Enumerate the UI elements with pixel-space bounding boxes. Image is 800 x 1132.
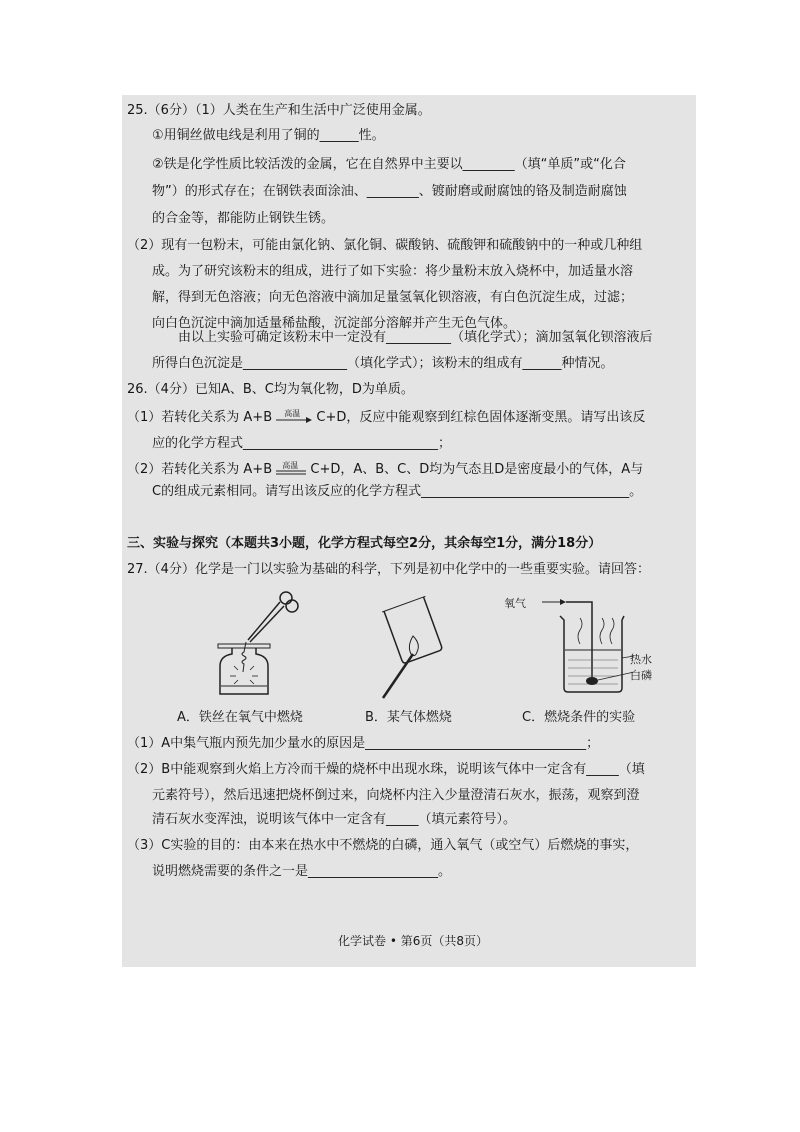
q25-line-4: 物”）的形式存在；在钢铁表面涂油、________、镀耐磨或耐腐蚀的铬及制造耐腐蚀 — [152, 184, 627, 199]
flame-icon — [409, 636, 418, 656]
condition-label-2: 高温 — [282, 460, 299, 470]
q26-line-4-start: （2）若转化关系为 A+B — [127, 462, 273, 477]
section-3-heading: 三、实验与探究（本题共3小题，化学方程式每空2分，其余每空1分，满分18分） — [127, 536, 602, 551]
iron-wire-icon — [242, 642, 246, 672]
q26-line-2-start: （1）若转化关系为 A+B — [127, 410, 273, 425]
steam-icon — [578, 618, 614, 644]
q26-line-2 — [127, 410, 645, 426]
q25-line-11: 所得白色沉淀是________________（填化学式）；该粉末的组成有______种情况。 — [152, 356, 614, 371]
q25-line-3: ②铁是化学性质比较活泼的金属，它在自然界中主要以________（填“单质”或“化合 — [152, 157, 626, 172]
label-oxygen: 氧气 — [504, 597, 526, 610]
figure-a-iron-wire-bottle — [210, 588, 300, 698]
q25-line-7: 成。为了研究该粉末的组成，进行了如下实验：将少量粉末放入烧杯中，加适量水溶 — [152, 264, 634, 279]
caption-a: A．铁丝在氧气中燃烧 — [177, 710, 303, 725]
q25-line-6: （2）现有一包粉末，可能由氯化钠、氯化铜、碳酸钠、硫酸钾和硫酸钠中的一种或几种组 — [127, 238, 643, 253]
arrow-icon — [276, 416, 312, 428]
q27-line-7: 说明燃烧需要的条件之一是____________________。 — [152, 864, 452, 879]
white-phosphorus-icon — [586, 677, 598, 685]
label-white-phosphorus: 白磷 — [630, 669, 652, 682]
q26-line-1: 26.（4分）已知A、B、C均为氧化物，D为单质。 — [127, 382, 414, 397]
q25-line-5: 的合金等，都能防止钢铁生锈。 — [152, 211, 335, 226]
gas-bottle-icon — [220, 648, 268, 694]
equal-sign-icon — [276, 468, 306, 480]
q25-line-8: 解，得到无色溶液；向无色溶液中滴加足量氢氧化钡溶液，有白色沉淀生成，过滤； — [152, 290, 634, 305]
reaction-equal-2 — [276, 460, 306, 476]
oxygen-tube-icon — [566, 602, 592, 678]
reaction-arrow-1 — [276, 408, 312, 424]
q26-line-5: C的组成元素相同。请写出该反应的化学方程式________________________________。 — [152, 484, 643, 499]
glass-plate-icon — [218, 644, 270, 648]
q27-line-3: （2）B中能观察到火焰上方冷而干燥的烧杯中出现水珠，说明该气体中一定含有_____（填 — [127, 762, 645, 777]
q26-line-4 — [127, 462, 643, 478]
caption-b: B．某气体燃烧 — [365, 710, 452, 725]
gas-tube-icon — [383, 654, 413, 698]
q27-line-1: 27.（4分）化学是一门以实验为基础的科学，下列是初中化学中的一些重要实验。请回答： — [127, 562, 650, 577]
label-hot-water: 热水 — [630, 653, 652, 666]
q26-line-2-end: C+D，反应中能观察到红棕色固体逐渐变黑。请写出该反 — [316, 410, 646, 425]
q25-line-1: 25.（6分）（1）人类在生产和生活中广泛使用金属。 — [127, 103, 431, 118]
q27-line-5: 清石灰水变浑浊，说明该气体中一定含有_____（填元素符号）。 — [152, 812, 517, 827]
q27-line-6: （3）C实验的目的：由本来在热水中不燃烧的白磷，通入氧气（或空气）后燃烧的事实， — [127, 838, 639, 853]
q26-line-3: 应的化学方程式______________________________； — [152, 436, 452, 451]
caption-c: C．燃烧条件的实验 — [522, 710, 636, 725]
q27-line-2: （1）A中集气瓶内预先加少量水的原因是__________________________________； — [127, 736, 600, 751]
sparks-icon — [230, 666, 258, 684]
q26-line-4-end: C+D，A、B、C、D均为气态且D是密度最小的气体，A与 — [310, 462, 644, 477]
q25-line-2: ①用铜丝做电线是利用了铜的______性。 — [152, 128, 385, 143]
page-footer: 化学试卷 • 第6页（共8页） — [338, 934, 488, 948]
q27-line-4: 元素符号），然后迅速把烧杯倒过来，向烧杯内注入少量澄清石灰水，振荡，观察到澄 — [152, 788, 640, 803]
q25-line-9: 向白色沉淀中滴加适量稀盐酸，沉淀部分溶解并产生无色气体。 — [152, 316, 517, 331]
q25-line-10: 由以上实验可确定该粉末中一定没有__________（填化学式）；滴加氢氧化钡溶液后 — [178, 330, 653, 345]
condition-label-1: 高温 — [284, 408, 301, 418]
figure-b-gas-burning — [365, 592, 455, 702]
figure-c-combustion-setup — [540, 592, 640, 698]
tongs-icon — [248, 592, 298, 642]
